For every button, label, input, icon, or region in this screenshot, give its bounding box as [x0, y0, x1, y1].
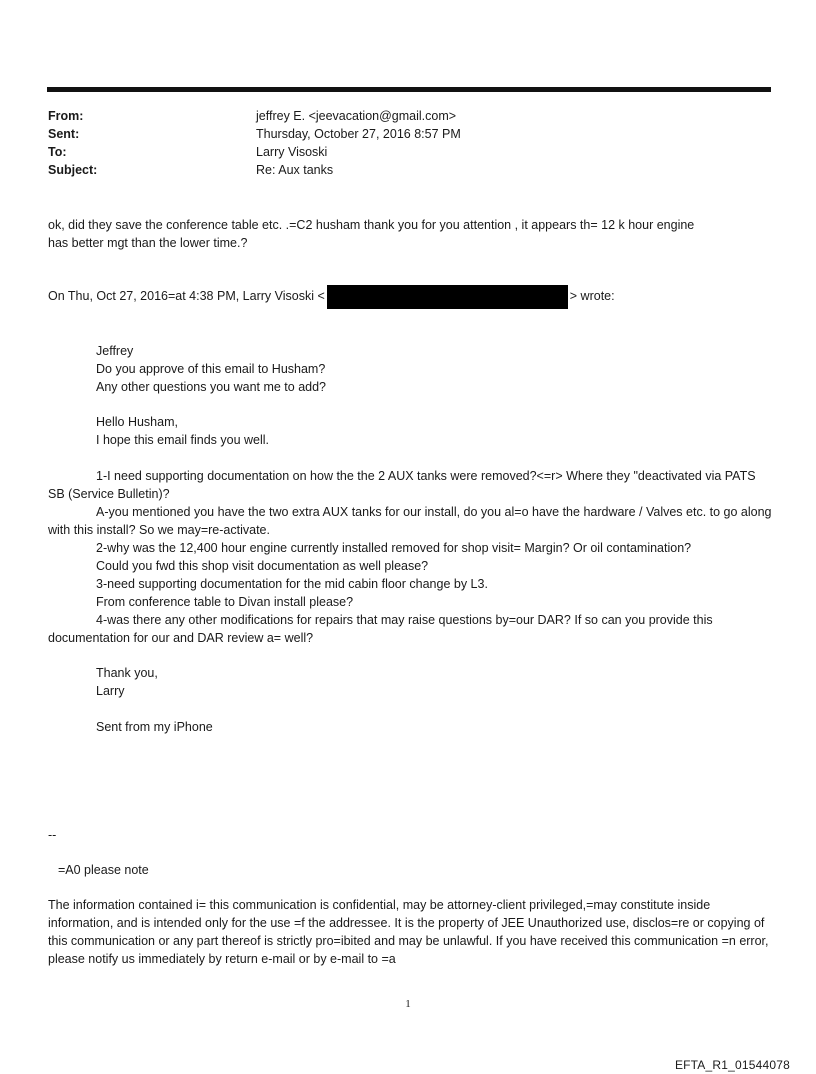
reply-text — [48, 216, 773, 252]
quote-header-before: On Thu, Oct 27, 2016=at 4:38 PM, Larry Visoski < — [48, 289, 325, 303]
disclaimer-text: The information contained i= this communication is confidential, may be attorney-client privileged,=may constitute inside information, and is intended only for the use =f the addressee. It is the property of JEE Unauthorized use, disclos=re or copying of this communication or any part thereof is strictly pro=ibited and may be unlawful. If you have received this communication =n error, please notify us immediately by return e-mail or by e-mail to =a — [48, 898, 769, 966]
please-note-text: =A0 please note — [58, 863, 149, 877]
quoted-approve: Do you approve of this email to Husham? — [96, 362, 326, 376]
quoted-greeting — [48, 413, 773, 449]
quoted-item-2b: Could you fwd this shop visit documentation as well please? — [96, 559, 429, 573]
from-value: jeffrey E. <jeevacation@gmail.com> — [256, 109, 457, 123]
reply-line-2: has better mgt than the lower time.? — [48, 236, 248, 250]
reply-line-1: ok, did they save the conference table etc. .=C2 husham thank you for you attention , it appears th= 12 k hour engine — [48, 218, 695, 232]
please-note — [48, 861, 773, 879]
quoted-name: Larry — [96, 684, 125, 698]
redaction-box — [327, 285, 568, 309]
quote-header-after: > wrote: — [569, 289, 615, 303]
header-rule — [47, 87, 771, 92]
page-number: 1 — [405, 998, 411, 1010]
quoted-items — [48, 467, 773, 647]
quoted-item-4: 4-was there any other modifications for repairs that may raise questions by=our DAR? If so can you provide this documentation for our and DAR review a= well? — [48, 613, 713, 645]
sent-label: Sent: — [48, 127, 80, 141]
quoted-jeffrey: Jeffrey — [96, 344, 134, 358]
quoted-item-1: 1-I need supporting documentation on how the the 2 AUX tanks were removed?<=r> Where they "deactivated via PATS SB (Service Bulletin)? — [48, 469, 756, 501]
quoted-sent-from-text: Sent from my iPhone — [96, 720, 213, 734]
to-value: Larry Visoski — [256, 145, 328, 159]
quoted-other-questions: Any other questions you want me to add? — [96, 380, 327, 394]
quoted-signoff — [48, 664, 773, 700]
subject-label: Subject: — [48, 163, 98, 177]
quoted-hope: I hope this email finds you well. — [96, 433, 270, 447]
email-header — [48, 107, 461, 179]
quoted-thanks: Thank you, — [96, 666, 158, 680]
document-id: EFTA_R1_01544078 — [674, 1058, 790, 1072]
to-row — [48, 143, 461, 161]
quoted-sent-from — [48, 718, 773, 736]
quoted-item-3: 3-need supporting documentation for the mid cabin floor change by L3. — [96, 577, 488, 591]
subject-value: Re: Aux tanks — [256, 163, 334, 177]
to-label: To: — [48, 145, 67, 159]
quoted-item-1a: A-you mentioned you have the two extra AUX tanks for our install, do you al=o have the hardware / Valves etc. to go along with this install? So we may=re-activate. — [48, 505, 772, 537]
disclaimer — [48, 896, 773, 968]
quoted-item-3b: From conference table to Divan install please? — [96, 595, 354, 609]
signature-dash — [48, 826, 773, 844]
subject-row — [48, 161, 461, 179]
from-row — [48, 107, 461, 125]
quoted-message — [48, 342, 773, 396]
from-label: From: — [48, 109, 84, 123]
quote-header — [48, 284, 773, 309]
sent-value: Thursday, October 27, 2016 8:57 PM — [256, 127, 461, 141]
quoted-item-2: 2-why was the 12,400 hour engine currently installed removed for shop visit= Margin? Or oil contamination? — [96, 541, 692, 555]
sent-row — [48, 125, 461, 143]
quoted-hello: Hello Husham, — [96, 415, 178, 429]
sig-dash: -- — [48, 828, 57, 842]
